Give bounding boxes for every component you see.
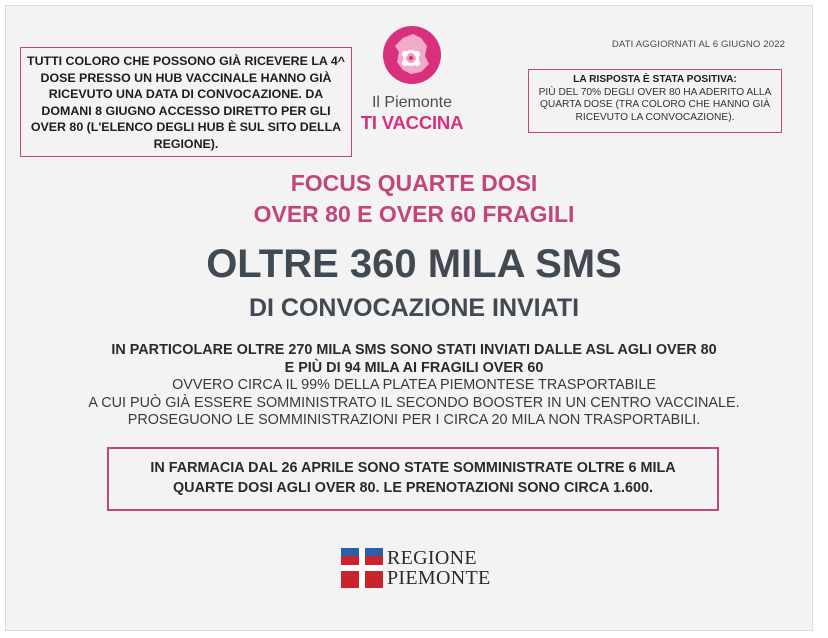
brand-line1: REGIONE (387, 547, 477, 569)
pharmacy-line2: QUARTE DOSI AGLI OVER 80. LE PRENOTAZIONI SONO CIRCA 1.600. (172, 480, 654, 496)
focus-heading (0, 168, 828, 230)
info-box-right (528, 69, 782, 133)
update-date: DATI AGGIORNATI AL 6 GIUGNO 2022 (611, 39, 785, 50)
regione-piemonte-logo (341, 548, 491, 590)
focus-line2: OVER 80 E OVER 60 FRAGILI (253, 201, 575, 227)
details-line3: OVVERO CIRCA IL 99% DELLA PLATEA PIEMONTESE TRASPORTABILE (172, 377, 656, 394)
subheadline: DI CONVOCAZIONE INVIATI (248, 294, 580, 322)
details-line5: PROSEGUONO LE SOMMINISTRAZIONI PER I CIRCA 20 MILA NON TRASPORTABILI. (127, 412, 701, 429)
info-box-right-text: PIÙ DEL 70% DEGLI OVER 80 HA ADERITO ALLA QUARTA DOSE (TRA COLORO CHE HANNO GIÀ RICEVUTO LA CONVOCAZIONE). (538, 86, 772, 123)
details-bold-line1: IN PARTICOLARE OLTRE 270 MILA SMS SONO STATI INVIATI DALLE ASL AGLI OVER 80 (111, 342, 717, 358)
pharmacy-line1: IN FARMACIA DAL 26 APRILE SONO STATE SOMMINISTRATE OLTRE 6 MILA (150, 460, 676, 476)
brand-text (387, 548, 497, 588)
details-bold-line2: E PIÙ DI 94 MILA AI FRAGILI OVER 60 (284, 359, 544, 376)
info-box-right-heading: LA RISPOSTA È STATA POSITIVA: (573, 74, 737, 85)
pharmacy-box (107, 447, 719, 511)
details-text (40, 342, 788, 430)
details-line4: A CUI PUÒ GIÀ ESSERE SOMMINISTRATO IL SECONDO BOOSTER IN UN CENTRO VACCINALE. (88, 394, 740, 411)
logo-emblem-icon (383, 26, 441, 84)
logo-text-line2: TI VACCINA (360, 112, 464, 133)
logo-text-line1: Il Piemonte (371, 94, 453, 111)
info-box-left (20, 47, 352, 157)
piemonte-ti-vaccina-logo (360, 26, 470, 138)
focus-line1: FOCUS QUARTE DOSI (290, 170, 538, 196)
regione-flag-icon (341, 548, 383, 588)
headline: OLTRE 360 MILA SMS (206, 242, 622, 286)
brand-line2: PIEMONTE (387, 567, 491, 589)
info-box-left-text: TUTTI COLORO CHE POSSONO GIÀ RICEVERE LA 4^ DOSE PRESSO UN HUB VACCINALE HANNO GIÀ RICEVUTO UNA DATA DI CONVOCAZIONE. DA DOMANI 8 GIUGNO ACCESSO DIRETTO PER GLI OVER 80 (L'ELENCO DEGLI HUB È SUL SITO DELLA REGIONE). (27, 54, 345, 151)
